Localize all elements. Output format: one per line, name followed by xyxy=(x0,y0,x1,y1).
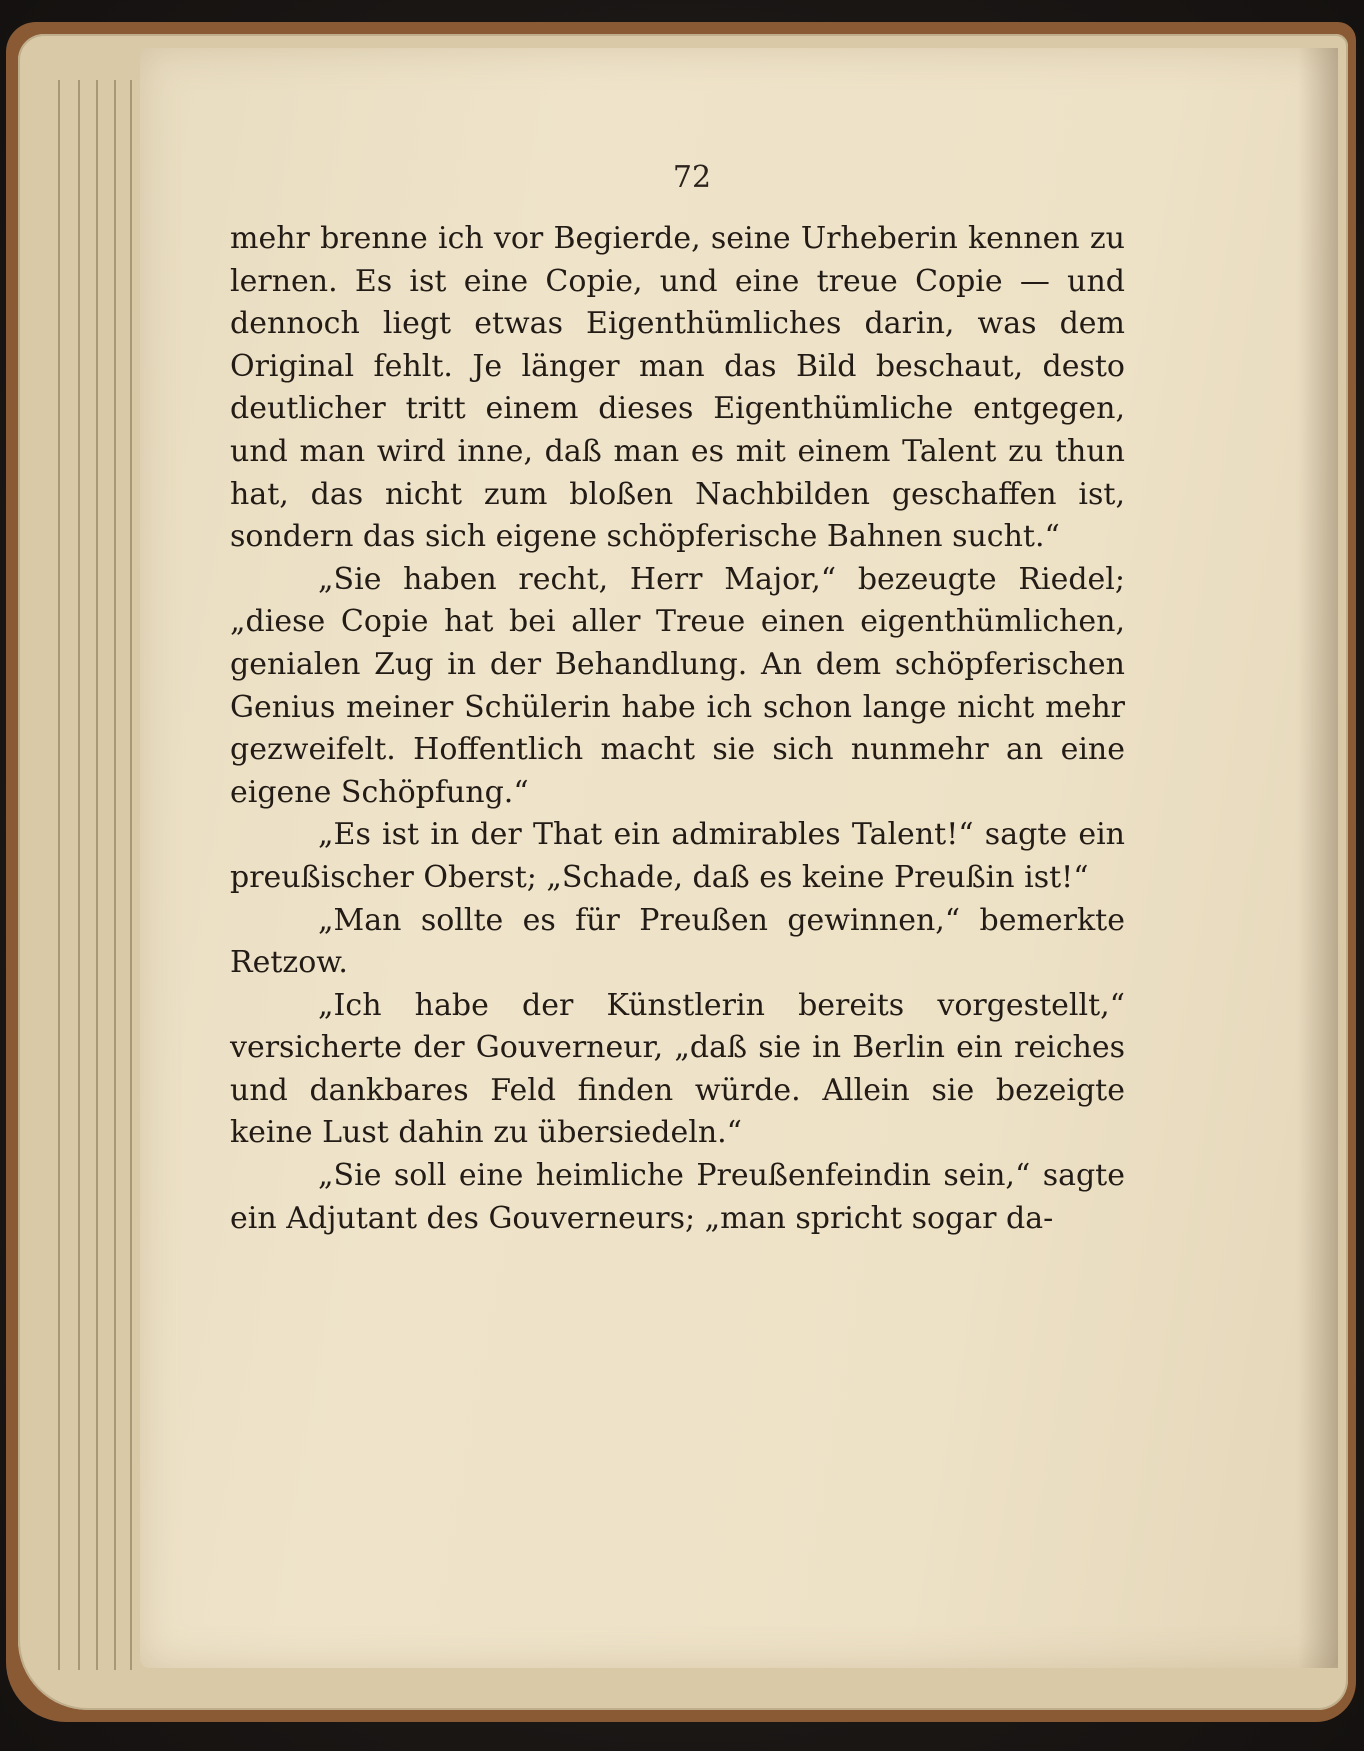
paragraph: mehr brenne ich vor Begierde, seine Urheberin kennen zu lernen. Es ist eine Copie, und eine treue Copie — und dennoch liegt etwas Eigenthümliches darin, was dem Original fehlt. Je länger man das Bild beschaut, desto deutlicher tritt einem dieses Eigenthümliche entgegen, und man wird inne, daß man es mit einem Talent zu thun hat, das nicht zum bloßen Nachbilden geschaffen ist, sondern das sich eigene schöpferische Bahnen sucht.“ xyxy=(230,221,1125,555)
spine-shade xyxy=(1298,48,1338,1668)
paragraph: „Es ist in der That ein admirables Talent!“ sagte ein preußischer Oberst; „Schade, daß es keine Preußin ist!“ xyxy=(230,817,1125,895)
paragraph: „Sie haben recht, Herr Major,“ bezeugte Riedel; „diese Copie hat bei aller Treue einen eigenthümlichen, genialen Zug in der Behandlung. An dem schöpferischen Genius meiner Schülerin habe ich schon lange nicht mehr gezweifelt. Hoffentlich macht sie sich nunmehr an eine eigene Schöpfung.“ xyxy=(230,561,1125,810)
page-edge-line xyxy=(78,80,80,1670)
page-edge-line xyxy=(130,80,132,1670)
paragraph: „Man sollte es für Preußen gewinnen,“ bemerkte Retzow. xyxy=(230,902,1125,981)
page-number: 72 xyxy=(672,160,712,195)
body-text xyxy=(230,218,1125,1240)
paragraph: „Ich habe der Künstlerin bereits vorgestellt,“ versicherte der Gouverneur, „daß sie in Berlin ein reiches und dankbares Feld finden würde. Allein sie bezeigte keine Lust dahin zu übersiedeln.“ xyxy=(230,987,1125,1151)
page-edge-line xyxy=(96,80,98,1670)
page-edge-line xyxy=(114,80,116,1670)
paragraph: „Sie soll eine heimliche Preußenfeindin sein,“ sagte ein Adjutant des Gouverneurs; „man spricht sogar da- xyxy=(230,1158,1125,1236)
page-edge-line xyxy=(58,80,60,1670)
